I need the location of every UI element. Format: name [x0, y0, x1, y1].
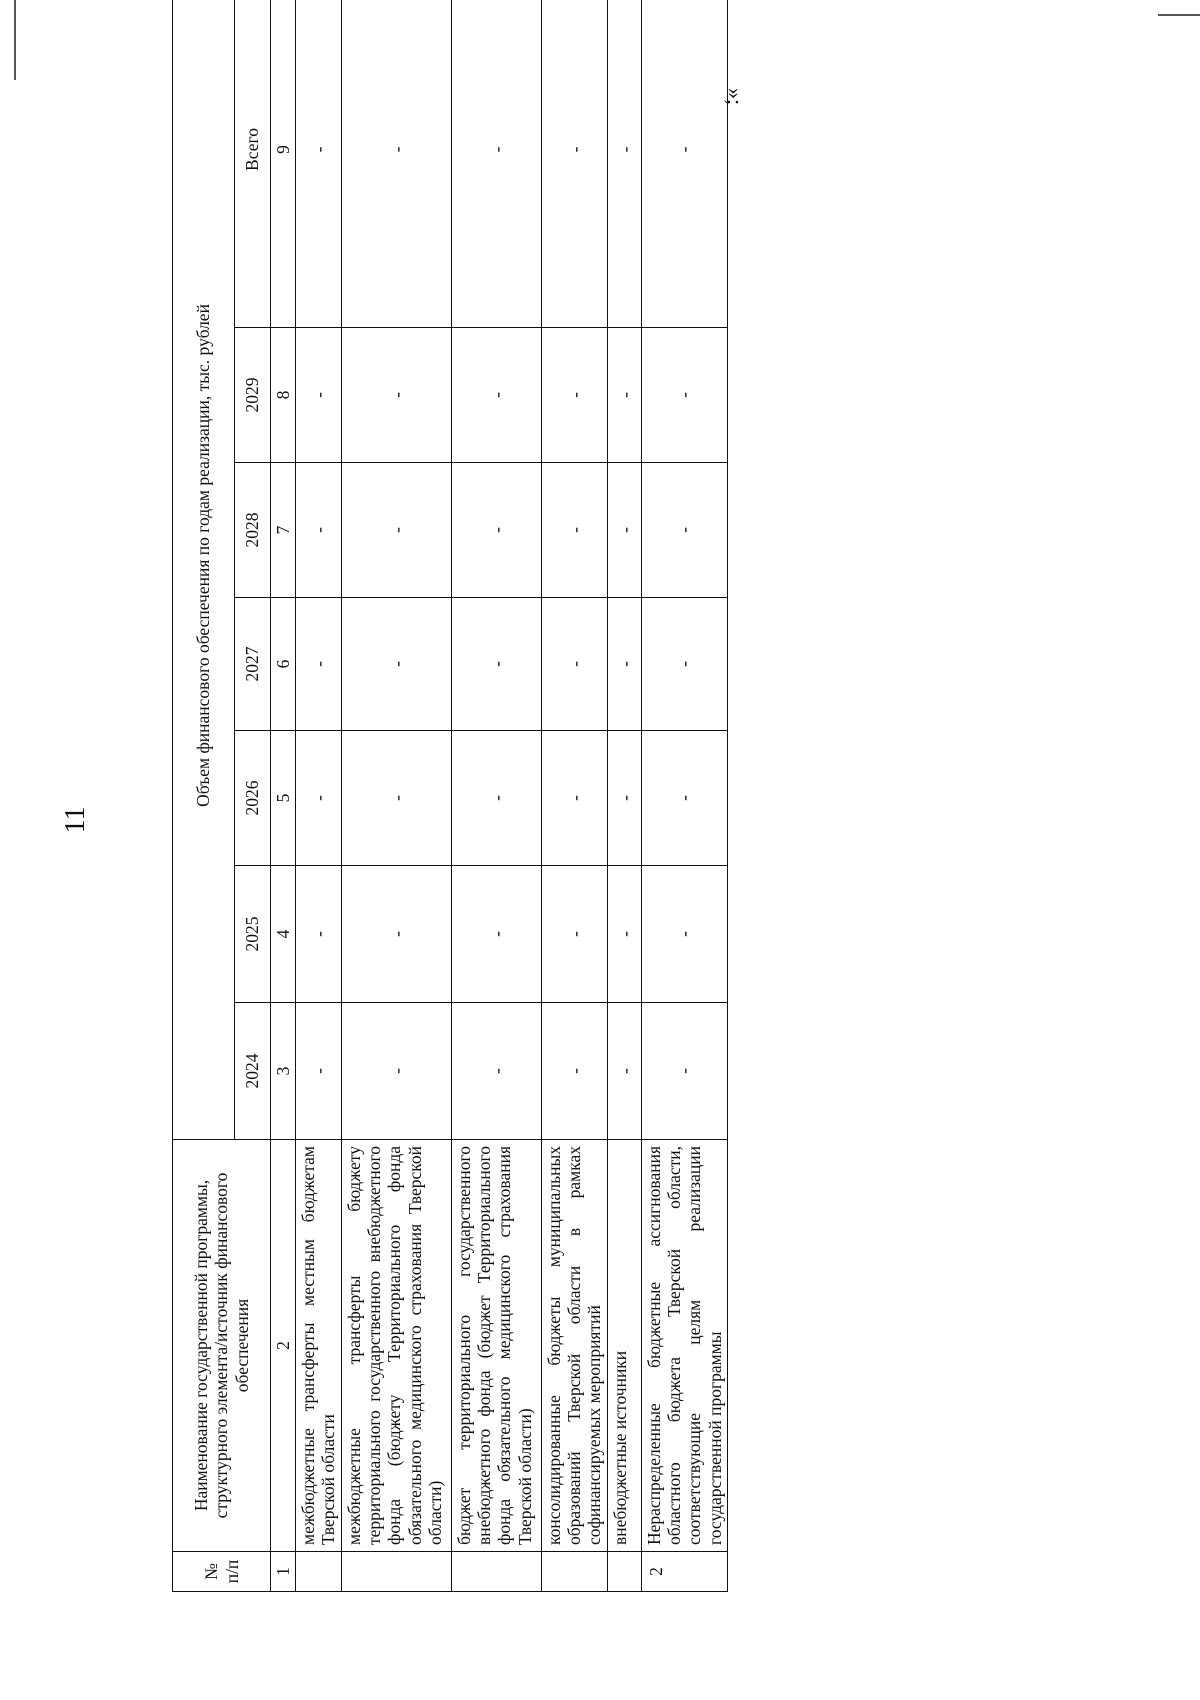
cell-value: -	[296, 328, 342, 463]
header-row-1	[173, 0, 235, 1592]
row-number: 2	[642, 1552, 728, 1592]
row-number	[342, 1552, 452, 1592]
funding-table	[172, 0, 728, 1592]
cell-value: -	[342, 866, 452, 1003]
cell-value: -	[608, 328, 642, 463]
row-number	[296, 1552, 342, 1592]
cell-value: -	[642, 1003, 728, 1140]
header-year: 2026	[235, 731, 271, 866]
cell-value: -	[642, 866, 728, 1003]
cell-value: -	[542, 1003, 608, 1140]
cell-value: -	[342, 731, 452, 866]
row-name: бюджет территориального государственного внебюджетного фонда (бюджет Территориального фонда обязательного медицинского страхования Тверской области)	[452, 1140, 542, 1552]
table-row	[642, 0, 728, 1592]
cell-value: -	[296, 731, 342, 866]
cell-value: -	[452, 1003, 542, 1140]
cell-value: -	[342, 1003, 452, 1140]
column-number: 2	[271, 1140, 296, 1552]
row-number	[452, 1552, 542, 1592]
cell-value: -	[296, 598, 342, 731]
table-row	[542, 0, 608, 1592]
cell-value: -	[642, 598, 728, 731]
row-name: консолидированные бюджеты муниципальных образований Тверской области в рамках софинансируемых мероприятий	[542, 1140, 608, 1552]
row-name: Нераспределенные бюджетные ассигнования областного бюджета Тверской области, соответствующие целям реализации государственной программы	[642, 1140, 728, 1552]
cell-value: -	[608, 0, 642, 328]
column-number: 3	[271, 1003, 296, 1140]
cell-value: -	[608, 1003, 642, 1140]
header-year: 2027	[235, 598, 271, 731]
cell-value: -	[542, 731, 608, 866]
cell-value: -	[296, 0, 342, 328]
page-number: 11	[60, 806, 91, 834]
table-row	[296, 0, 342, 1592]
cell-value: -	[642, 0, 728, 328]
column-number: 7	[271, 463, 296, 598]
cell-value: -	[608, 866, 642, 1003]
row-number	[542, 1552, 608, 1592]
column-number: 8	[271, 328, 296, 463]
cell-value: -	[542, 463, 608, 598]
table-row	[342, 0, 452, 1592]
cell-value: -	[608, 731, 642, 866]
cell-value: -	[608, 463, 642, 598]
header-num: № п/п	[173, 1552, 271, 1592]
cell-value: -	[452, 0, 542, 328]
cell-value: -	[296, 463, 342, 598]
cell-value: -	[642, 731, 728, 866]
header-funding-group: Объем финансового обеспечения по годам реализации, тыс. рублей	[173, 0, 235, 1140]
cell-value: -	[452, 463, 542, 598]
cell-value: -	[542, 328, 608, 463]
header-total: Всего	[235, 0, 271, 328]
header-year: 2025	[235, 866, 271, 1003]
cell-value: -	[452, 328, 542, 463]
scan-artifact-top-left	[14, 0, 16, 80]
column-number-row	[271, 0, 296, 1592]
cell-value: -	[452, 866, 542, 1003]
cell-value: -	[608, 598, 642, 731]
column-number: 5	[271, 731, 296, 866]
row-number	[608, 1552, 642, 1592]
cell-value: -	[542, 866, 608, 1003]
rotated-table-container	[172, 72, 727, 1592]
column-number: 9	[271, 0, 296, 328]
table-row	[608, 0, 642, 1592]
cell-value: -	[342, 598, 452, 731]
column-number: 6	[271, 598, 296, 731]
column-number: 1	[271, 1552, 296, 1592]
column-number: 4	[271, 866, 296, 1003]
cell-value: -	[542, 0, 608, 328]
header-year: 2028	[235, 463, 271, 598]
cell-value: -	[296, 1003, 342, 1140]
row-name: внебюджетные источники	[608, 1140, 642, 1552]
row-name: межбюджетные трансферты местным бюджетам Тверской области	[296, 1140, 342, 1552]
cell-value: -	[296, 866, 342, 1003]
scan-artifact-top-right	[1158, 14, 1200, 16]
cell-value: -	[452, 731, 542, 866]
header-year: 2024	[235, 1003, 271, 1140]
cell-value: -	[642, 463, 728, 598]
cell-value: -	[342, 328, 452, 463]
closing-quote-mark: »;	[723, 88, 748, 106]
table-row	[452, 0, 542, 1592]
cell-value: -	[342, 463, 452, 598]
header-name: Наименование государственной программы, структурного элемента/источник финансового обеспечения	[173, 1140, 271, 1552]
cell-value: -	[342, 0, 452, 328]
row-name: межбюджетные трансферты бюджету территориального государственного внебюджетного фонда (бюджету Территориального фонда обязательного медицинского страхования Тверской области)	[342, 1140, 452, 1552]
cell-value: -	[642, 328, 728, 463]
header-year: 2029	[235, 328, 271, 463]
cell-value: -	[542, 598, 608, 731]
cell-value: -	[452, 598, 542, 731]
